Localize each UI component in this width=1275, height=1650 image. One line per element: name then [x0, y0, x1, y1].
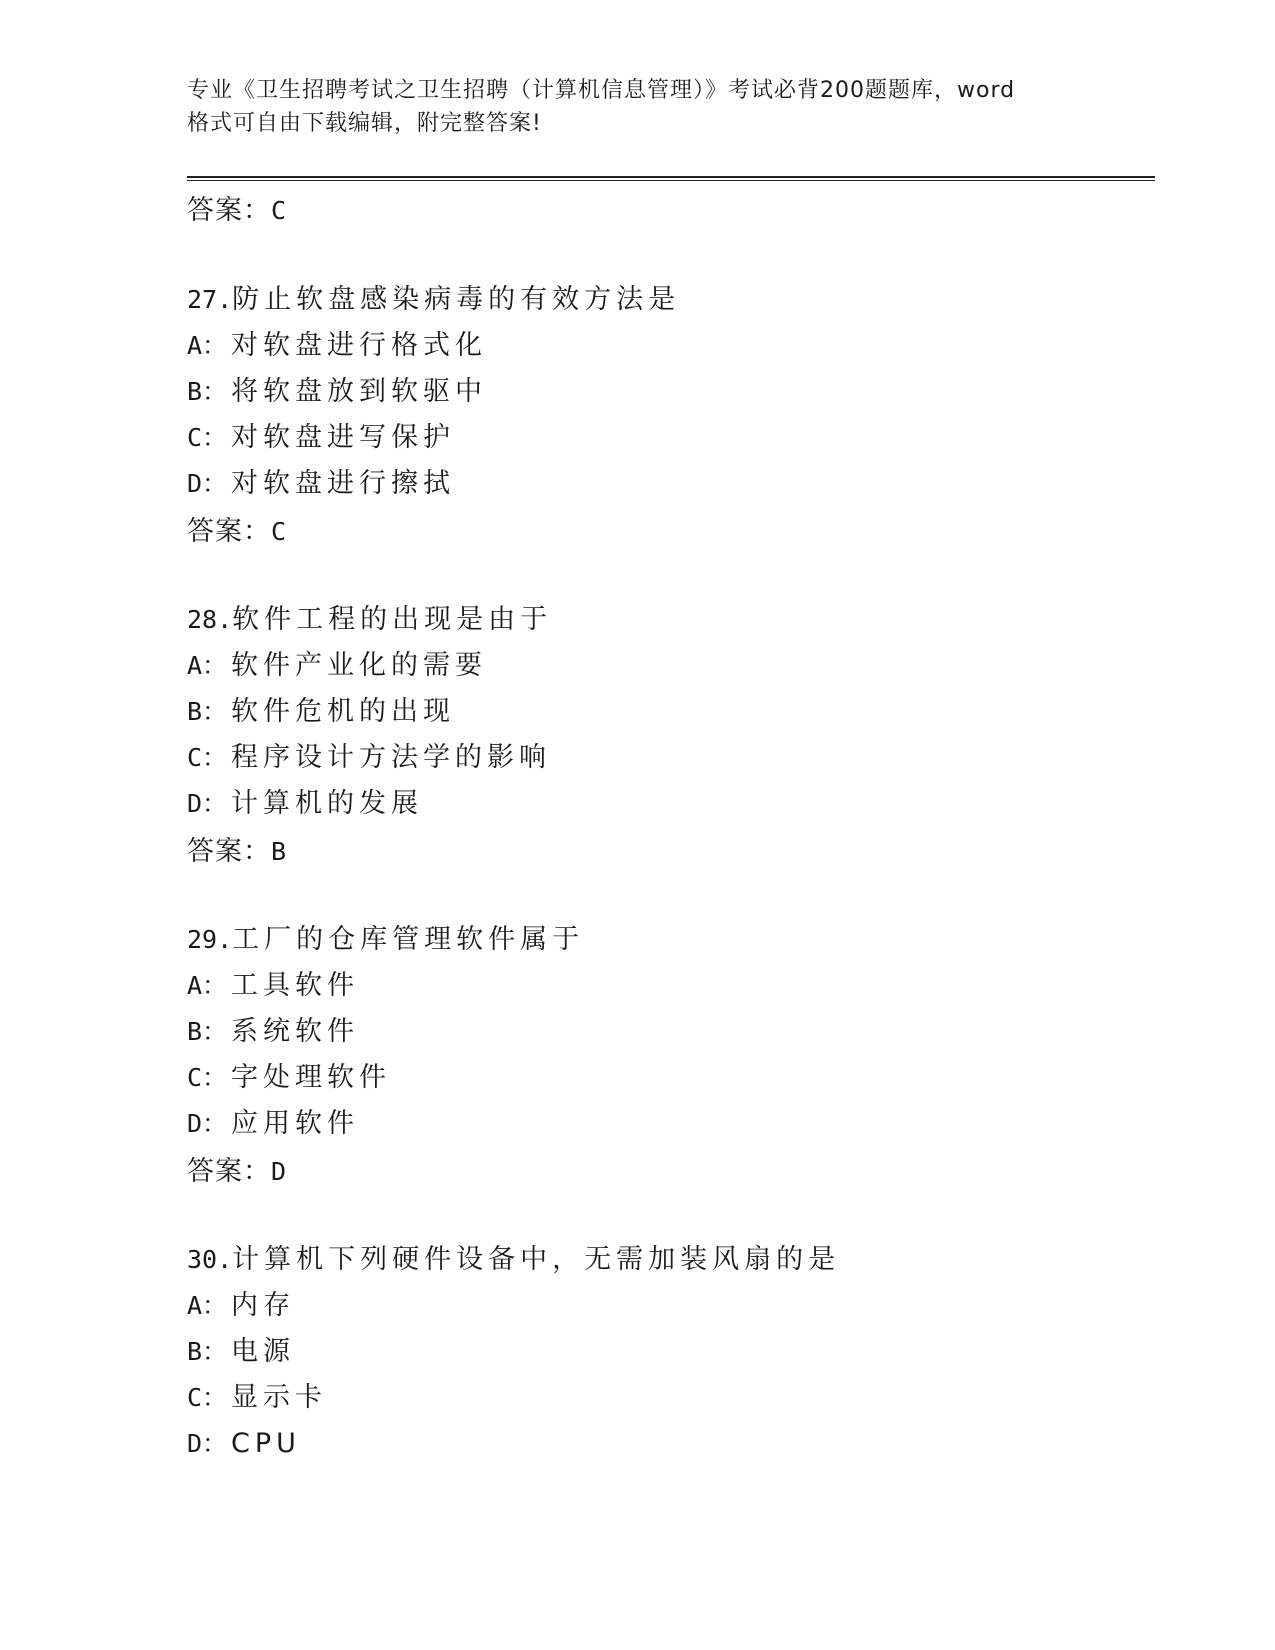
option-text: 系统软件 [231, 1016, 359, 1047]
question-29 [187, 922, 1155, 1242]
option-key: C： [187, 743, 228, 772]
option-key: C： [187, 423, 228, 452]
question-text: 防止软盘感染病毒的有效方法是 [232, 284, 681, 315]
header-line-2: 格式可自由下载编辑，附完整答案! [187, 111, 542, 136]
option-key: B： [187, 1017, 228, 1046]
option-b [187, 1334, 1155, 1380]
header-line-1: 专业《卫生招聘考试之卫生招聘（计算机信息管理）》考试必背200题题库，word [187, 78, 1016, 103]
option-d [187, 466, 1155, 512]
option-d [187, 1106, 1155, 1152]
question-text: 软件工程的出现是由于 [232, 604, 553, 635]
option-text: 软件产业化的需要 [231, 650, 487, 681]
option-c [187, 740, 1155, 786]
option-key: C： [187, 1063, 228, 1092]
option-text: 对软盘进行擦拭 [231, 468, 455, 499]
answer-line [187, 1152, 1155, 1198]
question-list [187, 282, 1155, 1562]
option-key: A： [187, 651, 228, 680]
answer-label: 答案： [187, 1156, 271, 1187]
option-key: B： [187, 697, 228, 726]
option-text: 电源 [231, 1336, 295, 1367]
option-text: CPU [231, 1428, 301, 1459]
answer-value: D [271, 1157, 288, 1186]
option-text: 字处理软件 [231, 1062, 391, 1093]
option-c [187, 1380, 1155, 1426]
option-text: 对软盘进行格式化 [231, 330, 487, 361]
answer-label: 答案： [187, 836, 271, 867]
answer-line [187, 191, 287, 231]
answer-value: C [271, 196, 288, 225]
option-text: 工具软件 [231, 970, 359, 1001]
document-page [187, 0, 1155, 1650]
answer-label: 答案： [187, 195, 271, 226]
option-text: 对软盘进写保护 [231, 422, 455, 453]
option-key: D： [187, 1109, 228, 1138]
question-28 [187, 602, 1155, 922]
option-key: C： [187, 1383, 228, 1412]
option-text: 程序设计方法学的影响 [231, 742, 551, 773]
option-text: 将软盘放到软驱中 [231, 376, 487, 407]
answer-line [187, 512, 1155, 558]
option-b [187, 1014, 1155, 1060]
answer-value: C [271, 517, 288, 546]
question-number: 27. [187, 285, 233, 314]
option-c [187, 420, 1155, 466]
option-text: 应用软件 [231, 1108, 359, 1139]
option-c [187, 1060, 1155, 1106]
option-text: 显示卡 [231, 1382, 327, 1413]
option-key: A： [187, 971, 228, 1000]
answer-label: 答案： [187, 516, 271, 547]
option-key: A： [187, 1291, 228, 1320]
question-title [187, 922, 1155, 968]
question-number: 30. [187, 1245, 233, 1274]
question-number: 28. [187, 605, 233, 634]
question-number: 29. [187, 925, 233, 954]
document-header [187, 74, 1087, 140]
option-key: B： [187, 1337, 228, 1366]
option-text: 软件危机的出现 [231, 696, 455, 727]
option-text: 计算机的发展 [231, 788, 423, 819]
option-d [187, 786, 1155, 832]
question-title [187, 1242, 1155, 1288]
option-key: B： [187, 377, 228, 406]
option-key: D： [187, 789, 228, 818]
answer-value: B [271, 837, 288, 866]
option-d [187, 1426, 1155, 1472]
option-text: 内存 [231, 1290, 295, 1321]
option-key: D： [187, 469, 228, 498]
option-key: A： [187, 331, 228, 360]
question-27 [187, 282, 1155, 602]
question-text: 计算机下列硬件设备中，无需加装风扇的是 [232, 1244, 841, 1275]
question-title [187, 602, 1155, 648]
option-b [187, 694, 1155, 740]
option-key: D： [187, 1429, 228, 1458]
answer-line [187, 832, 1155, 878]
option-b [187, 374, 1155, 420]
header-divider [187, 176, 1155, 181]
option-a [187, 1288, 1155, 1334]
option-a [187, 648, 1155, 694]
question-text: 工厂的仓库管理软件属于 [232, 924, 585, 955]
option-a [187, 328, 1155, 374]
question-title [187, 282, 1155, 328]
question-30 [187, 1242, 1155, 1562]
option-a [187, 968, 1155, 1014]
